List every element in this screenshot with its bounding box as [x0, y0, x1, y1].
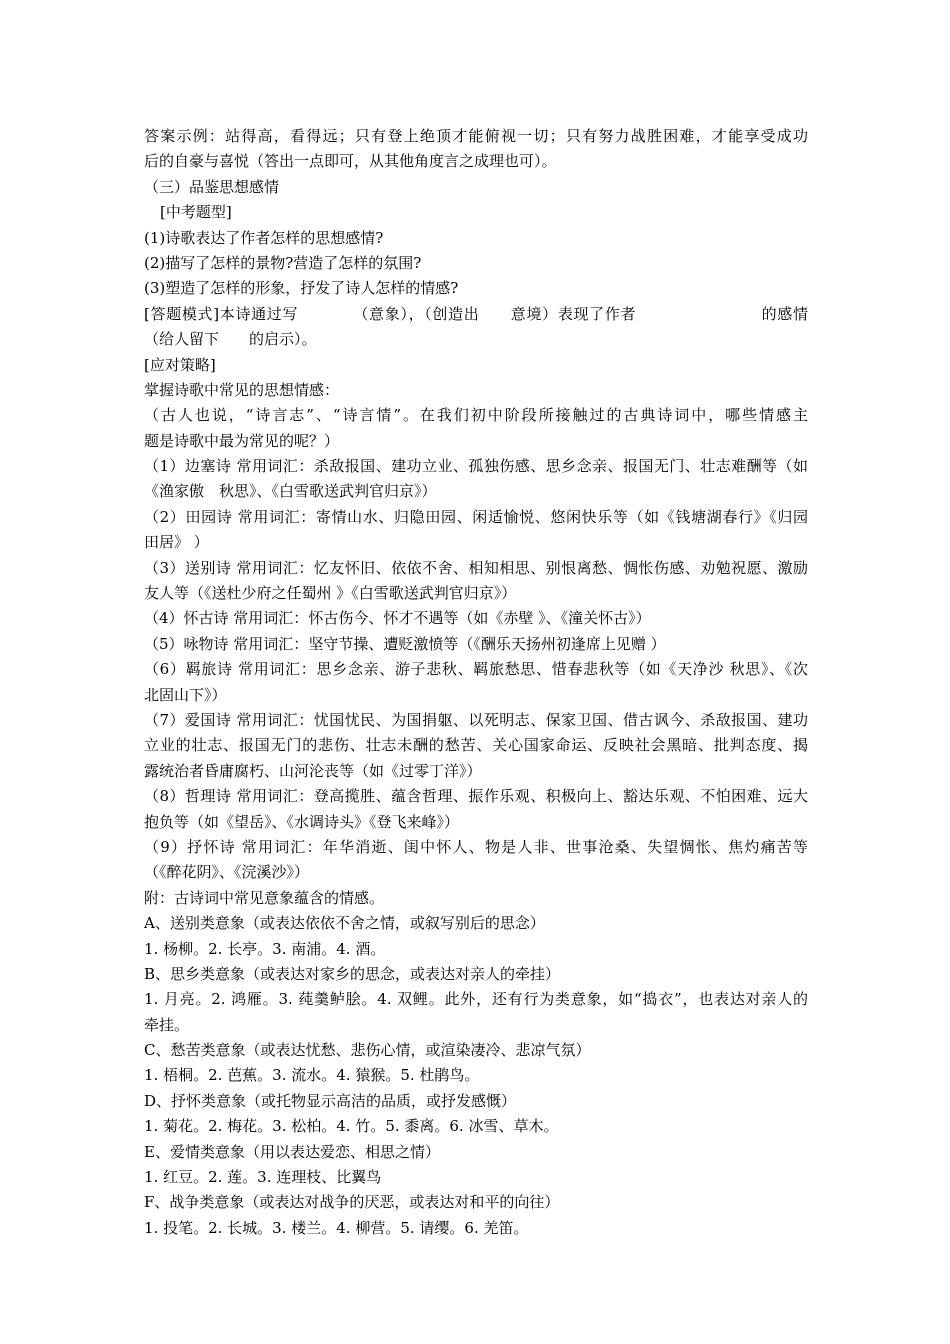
answer-mode-line-1: [答题模式]本诗通过写 （意象），（创造出 意境）表现了作者 的感情	[144, 304, 808, 323]
patriotic-poem-line-2: 立业的壮志、报国无门的悲伤、壮志未酬的愁苦、关心国家命运、反映社会黑暗、批判态度、揭	[144, 736, 808, 755]
imagery-b-items-line-2: 牵挂。	[144, 1015, 190, 1034]
answer-mode-line-2: （给人留下 的启示）。	[144, 330, 317, 349]
imagery-d-items: 1. 菊花。2. 梅花。3. 松柏。4. 竹。5. 黍离。6. 冰雪、草木。	[144, 1117, 559, 1136]
farewell-poem-line-1: （3）送别诗 常用词汇：忆友怀旧、依依不舍、相知相思、别恨离愁、惆怅伤感、劝勉祝愿、激励	[144, 558, 808, 577]
imagery-e-heading: E、爱情类意象（用以表达爱恋、相思之情）	[144, 1142, 440, 1161]
patriotic-poem-line-3: 露统治者昏庸腐朽、山河沦丧等（如《过零丁洋》）	[144, 761, 482, 780]
answer-example-line-1: 答案示例：站得高，看得远；只有登上绝顶才能俯视一切；只有努力战胜困难，才能享受成功	[144, 127, 808, 145]
philosophy-poem-line-1: （8）哲理诗 常用词汇：登高揽胜、蕴含哲理、振作乐观、积极向上、豁达乐观、不怕困难、远大	[144, 787, 808, 806]
section-heading: （三）品鉴思想感情	[144, 177, 280, 196]
intro-question-line-2: 题是诗歌中最为常见的呢？）	[144, 431, 340, 450]
farewell-poem-line-2: 友人等（《送杜少府之任蜀州 》《白雪歌送武判官归京》）	[144, 584, 517, 603]
strategy-label: [应对策略]	[144, 355, 216, 374]
imagery-d-heading: D、抒怀类意象（或托物显示高洁的品质，或抒发感慨）	[144, 1091, 517, 1110]
imagery-b-heading: B、思乡类意象（或表达对家乡的思念，或表达对亲人的牵挂）	[144, 964, 561, 983]
imagery-a-heading: A、送别类意象（或表达依依不舍之情，或叙写别后的思念）	[144, 914, 545, 933]
travel-poem-line-2: 北固山下》）	[144, 685, 227, 704]
lyric-poem-line-2: （《醉花阴》、《浣溪沙》）	[144, 863, 310, 882]
pastoral-poem-line-2: 田居》 ）	[144, 533, 209, 552]
question-3: (3)塑造了怎样的形象，抒发了诗人怎样的情感?	[144, 279, 459, 298]
imagery-f-items: 1. 投笔。2. 长城。3. 楼兰。4. 柳营。5. 请缨。6. 羌笛。	[144, 1218, 529, 1237]
question-1: (1)诗歌表达了作者怎样的思想感情?	[144, 228, 384, 247]
imagery-a-items: 1. 杨柳。2. 长亭。3. 南浦。4. 酒。	[144, 939, 386, 958]
frontier-poem-line-1: （1）边塞诗 常用词汇：杀敌报国、建功立业、孤独伤感、思乡念亲、报国无门、壮志难酬等（如	[144, 457, 808, 476]
frontier-poem-line-2: 《渔家傲 秋思》、《白雪歌送武判官归京》）	[144, 482, 437, 501]
imagery-f-heading: F、战争类意象（或表达对战争的厌恶，或表达对和平的向往）	[144, 1193, 560, 1212]
philosophy-poem-line-2: 抱负等（如《望岳》、《水调诗头》《登飞来峰》）	[144, 812, 460, 831]
appendix-heading: 附：古诗词中常见意象蕴含的情感。	[144, 888, 385, 907]
exam-type-label: [中考题型]	[160, 203, 232, 222]
imagery-e-items: 1. 红豆。2. 莲。3. 连理枝、比翼鸟	[144, 1168, 382, 1187]
intro-question-line-1: （古人也说，“诗言志”、“诗言情”。在我们初中阶段所接触过的古典诗词中，哪些情感主	[144, 406, 808, 425]
question-2: (2)描写了怎样的景物?营造了怎样的氛围?	[144, 253, 422, 272]
document-body	[144, 124, 808, 1241]
nostalgia-poem-line: （4）怀古诗 常用词汇：怀古伤今、怀才不遇等（如《赤壁 》、《潼关怀古》）	[144, 609, 651, 628]
imagery-b-items-line-1: 1. 月亮。2. 鸿雁。3. 莼羹鲈脍。4. 双鲤。此外，还有行为类意象，如“捣衣”，也表达对亲人的	[144, 990, 808, 1009]
patriotic-poem-line-1: （7）爱国诗 常用词汇：忧国忧民、为国捐躯、以死明志、保家卫国、借古讽今、杀敌报国、建功	[144, 710, 808, 729]
pastoral-poem-line-1: （2）田园诗 常用词汇：寄情山水、归隐田园、闲适愉悦、悠闲快乐等（如《钱塘湖春行》《归园	[144, 507, 808, 526]
lyric-poem-line-1: （9）抒怀诗 常用词汇：年华消逝、闺中怀人、物是人非、世事沧桑、失望惆怅、焦灼痛苦等	[144, 837, 808, 856]
object-poem-line: （5）咏物诗 常用词汇：坚守节操、遭贬激愤等（《酬乐天扬州初逢席上见赠 ）	[144, 634, 666, 653]
imagery-c-items: 1. 梧桐。2. 芭蕉。3. 流水。4. 猿猴。5. 杜鹃鸟。	[144, 1066, 480, 1085]
travel-poem-line-1: （6）羁旅诗 常用词汇：思乡念亲、游子悲秋、羁旅愁思、惜春悲秋等（如《天净沙 秋思》、《次	[144, 660, 808, 679]
imagery-c-heading: C、愁苦类意象（或表达忧愁、悲伤心情，或渲染凄冷、悲凉气氛）	[144, 1041, 591, 1060]
answer-example-line-2: 后的自豪与喜悦（答出一点即可，从其他角度言之成理也可）。	[144, 152, 557, 171]
strategy-intro: 掌握诗歌中常见的思想情感：	[144, 380, 340, 399]
